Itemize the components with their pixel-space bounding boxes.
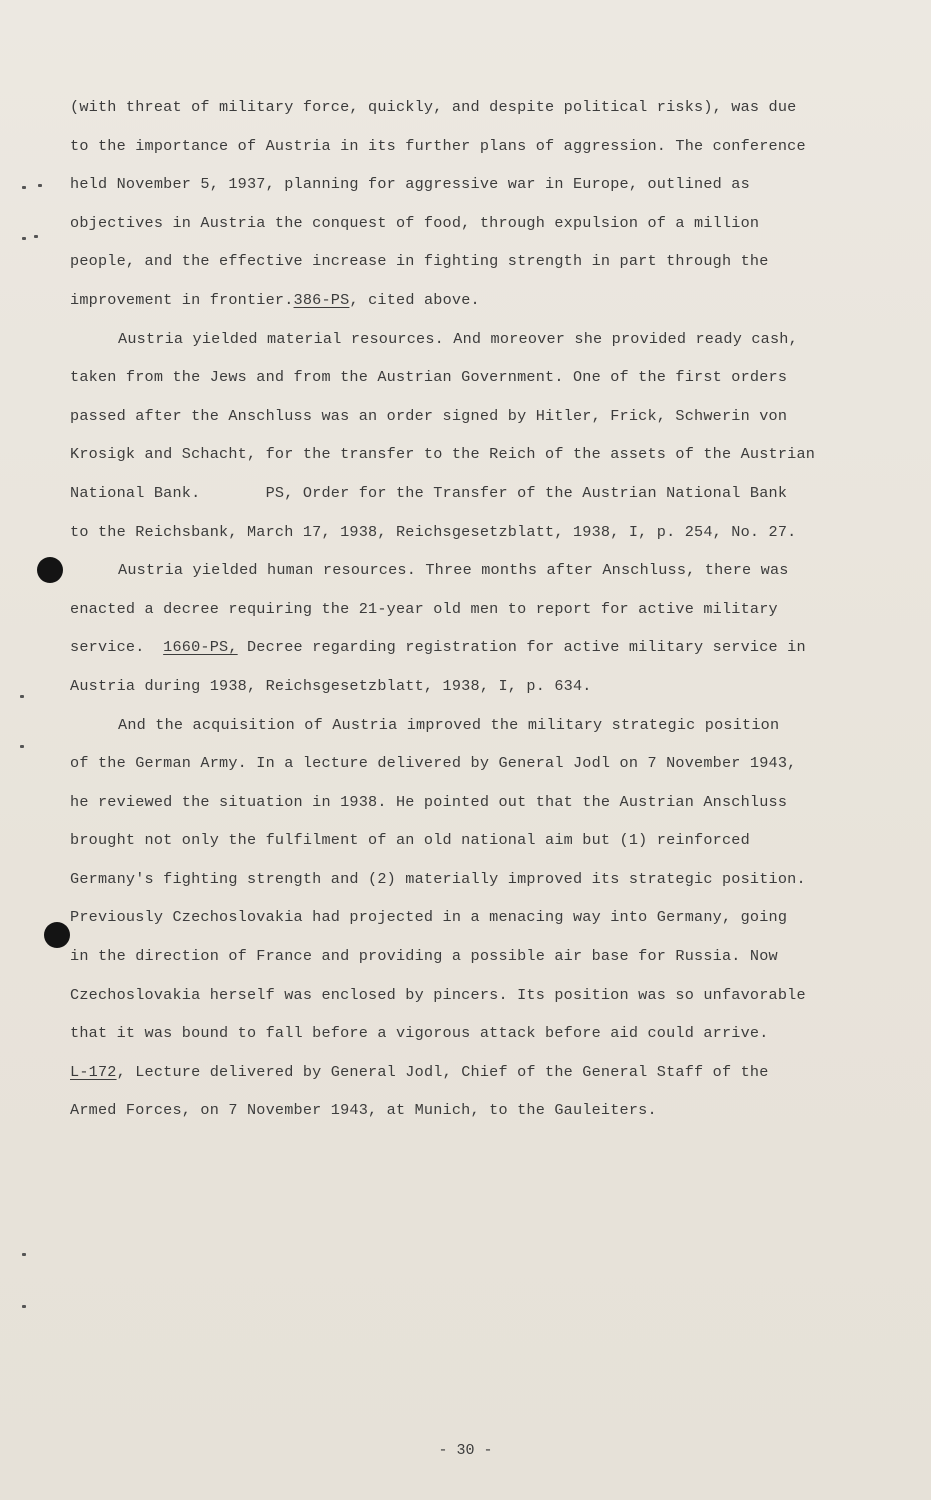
text-line: that it was bound to fall before a vigorous attack before aid could arrive.	[70, 1024, 769, 1043]
text-line: people, and the effective increase in fighting strength in part through the	[70, 252, 769, 271]
text-line: Krosigk and Schacht, for the transfer to the Reich of the assets of the Austrian	[70, 445, 816, 464]
text-segment: , Lecture delivered by General Jodl, Chief of the General Staff of the	[116, 1062, 769, 1081]
body-text	[70, 88, 860, 1130]
margin-mark	[20, 745, 24, 748]
text-line: to the importance of Austria in its further plans of aggression. The conference	[70, 136, 806, 155]
text-line: in the direction of France and providing a possible air base for Russia. Now	[70, 947, 778, 966]
text-line: taken from the Jews and from the Austrian Government. One of the first orders	[70, 368, 788, 387]
text-line: National Bank. PS, Order for the Transfer of the Austrian National Bank	[70, 483, 788, 502]
margin-mark	[20, 695, 24, 698]
text-line	[70, 281, 860, 320]
page-number: - 30 -	[438, 1442, 493, 1459]
text-line: Armed Forces, on 7 November 1943, at Munich, to the Gauleiters.	[70, 1101, 657, 1120]
text-line: objectives in Austria the conquest of food, through expulsion of a million	[70, 213, 760, 232]
text-line	[70, 628, 860, 667]
text-segment: , cited above.	[349, 290, 480, 309]
punch-hole	[37, 557, 63, 583]
text-line: Austria during 1938, Reichsgesetzblatt, 1938, I, p. 634.	[70, 676, 592, 695]
text-line	[70, 1053, 860, 1092]
document-reference: L-172	[70, 1062, 117, 1081]
margin-mark	[22, 186, 26, 189]
text-line: Austria yielded material resources. And moreover she provided ready cash,	[118, 329, 798, 348]
text-segment: service.	[70, 638, 164, 657]
text-line: Czechoslovakia herself was enclosed by pincers. Its position was so unfavorable	[70, 985, 806, 1004]
text-line: Austria yielded human resources. Three months after Anschluss, there was	[118, 561, 789, 580]
margin-mark	[22, 237, 26, 240]
text-segment: improvement in frontier.	[70, 290, 294, 309]
text-line: Germany's fighting strength and (2) materially improved its strategic position.	[70, 869, 806, 888]
text-line: he reviewed the situation in 1938. He pointed out that the Austrian Anschluss	[70, 792, 788, 811]
margin-mark	[38, 184, 42, 187]
punch-hole	[44, 922, 70, 948]
text-line: Previously Czechoslovakia had projected in a menacing way into Germany, going	[70, 908, 788, 927]
text-line: enacted a decree requiring the 21-year old men to report for active military	[70, 599, 778, 618]
text-line: passed after the Anschluss was an order signed by Hitler, Frick, Schwerin von	[70, 406, 788, 425]
text-line: of the German Army. In a lecture delivered by General Jodl on 7 November 1943,	[70, 754, 797, 773]
margin-mark	[22, 1305, 26, 1308]
text-line: to the Reichsbank, March 17, 1938, Reichsgesetzblatt, 1938, I, p. 254, No. 27.	[70, 522, 797, 541]
text-segment: Decree regarding registration for active military service in	[237, 638, 806, 657]
document-reference: 1660-PS,	[163, 638, 238, 657]
text-line: (with threat of military force, quickly, and despite political risks), was due	[70, 98, 797, 116]
text-line: And the acquisition of Austria improved the military strategic position	[118, 715, 780, 734]
text-line: held November 5, 1937, planning for aggressive war in Europe, outlined as	[70, 175, 750, 194]
text-line: brought not only the fulfilment of an old national aim but (1) reinforced	[70, 831, 750, 850]
document-reference: 386-PS	[293, 290, 350, 309]
margin-mark	[34, 235, 38, 238]
margin-mark	[22, 1253, 26, 1256]
